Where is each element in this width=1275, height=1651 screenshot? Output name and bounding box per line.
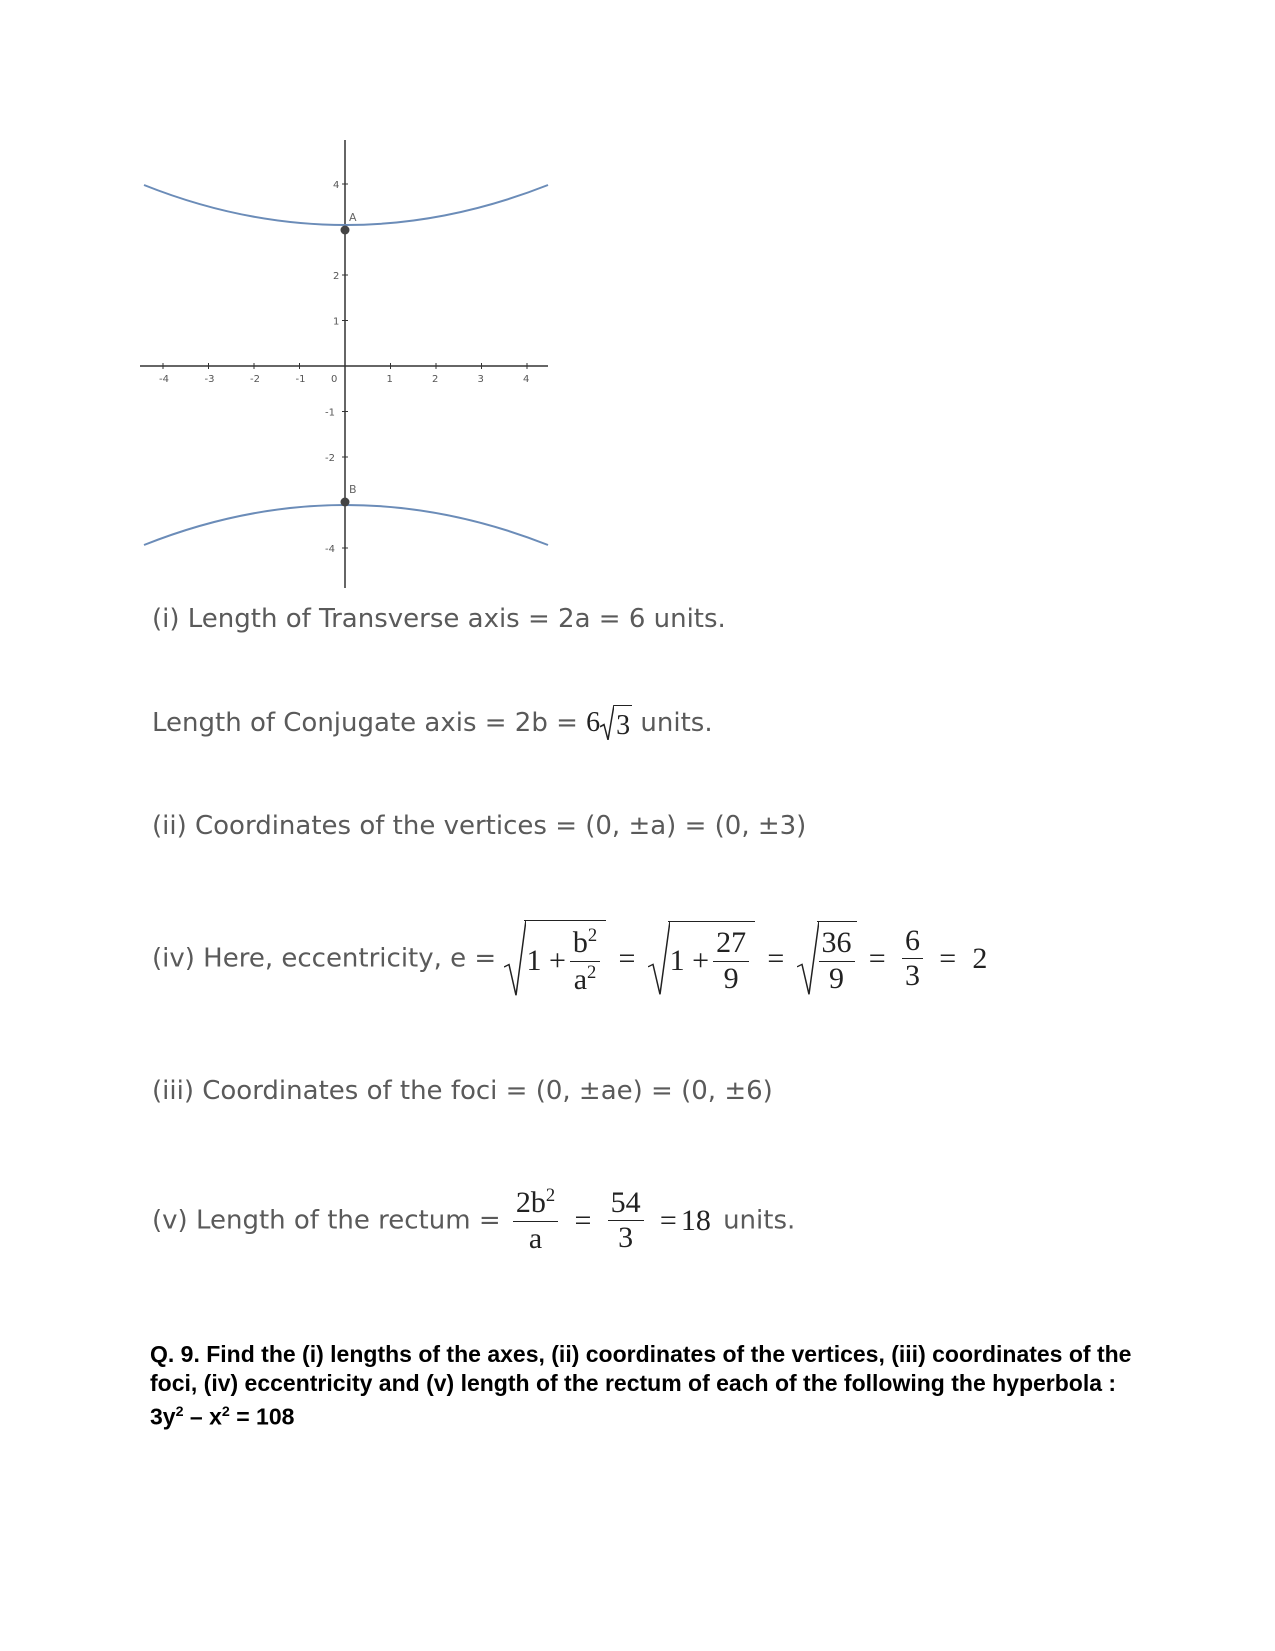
ecc-3: 3 — [904, 959, 920, 992]
ecc-one-plus: 1 + — [526, 944, 566, 977]
upper-branch — [144, 185, 548, 225]
conjugate-radicand: 3 — [614, 705, 632, 742]
y-tick-label: -1 — [325, 407, 335, 419]
conjugate-axis-suffix: units. — [632, 708, 713, 738]
eq-minus-x: – x — [183, 1403, 222, 1430]
conjugate-axis-prefix: Length of Conjugate axis = 2b = — [152, 708, 587, 738]
ecc-b: b — [572, 926, 588, 959]
rectum-eq-1: = — [574, 1203, 592, 1237]
x-tick-label: 1 — [386, 374, 393, 385]
ecc-sqrt-2 — [648, 921, 755, 996]
x-tick-label: 0 — [331, 374, 338, 385]
rectum-18: 18 — [680, 1203, 711, 1237]
ecc-b-sq: 2 — [587, 925, 598, 946]
lower-branch — [144, 505, 548, 545]
rectum-suffix: units. — [714, 1205, 796, 1236]
question-block — [150, 1340, 1160, 1432]
eq-2: = — [767, 941, 785, 975]
rectum-3: 3 — [618, 1221, 634, 1254]
vertex-a-point — [341, 226, 350, 235]
ecc-sqrt-1 — [504, 920, 606, 997]
x-tick-label: -3 — [204, 374, 215, 385]
question-equation — [150, 1398, 1160, 1432]
ecc-9: 9 — [723, 961, 739, 995]
x-tick-label: 4 — [523, 374, 530, 385]
vertices-text: (ii) Coordinates of the vertices = (0, ±a) = (0, ±3) — [152, 811, 807, 841]
conjugate-sqrt — [600, 705, 632, 742]
question-text: Q. 9. Find the (i) lengths of the axes, (ii) coordinates of the vertices, (iii) coordinates of the foci, (iv) eccentricity and (v) length of the rectum of each of the following the hyperbola : — [150, 1341, 1132, 1396]
transverse-axis-line — [152, 604, 726, 634]
eq-rest: = 108 — [229, 1403, 295, 1430]
rectum-line — [152, 1185, 795, 1256]
vertex-a-label: A — [349, 211, 357, 224]
foci-text: (iii) Coordinates of the foci = (0, ±ae) = (0, ±6) — [152, 1076, 773, 1106]
ecc-9b: 9 — [829, 961, 845, 995]
ecc-sqrt-3 — [797, 921, 857, 996]
rectum-sq: 2 — [545, 1185, 556, 1206]
transverse-axis-text: (i) Length of Transverse axis = 2a = 6 units. — [152, 604, 726, 634]
ecc-36: 36 — [819, 926, 855, 962]
rectum-54: 54 — [608, 1186, 644, 1222]
eq-x-sq: 2 — [221, 1404, 230, 1420]
rectum-a: a — [528, 1221, 543, 1255]
ecc-one-plus-2: 1 + — [669, 944, 710, 977]
ecc-a-sq: 2 — [587, 961, 597, 983]
rectum-prefix: (v) Length of the rectum = — [152, 1205, 509, 1236]
conjugate-coefficient: 6 — [586, 707, 601, 738]
y-tick-label: 4 — [333, 180, 340, 191]
eq-1: = — [618, 941, 636, 975]
eccentricity-line — [152, 920, 991, 997]
eq-3y: 3y — [150, 1403, 176, 1430]
ecc-result: 2 — [972, 941, 988, 975]
rectum-2b: 2b — [515, 1186, 546, 1219]
y-tick-label: 2 — [333, 271, 340, 282]
ecc-27: 27 — [713, 926, 749, 962]
vertices-line — [152, 811, 806, 841]
x-tick-label: 2 — [432, 374, 439, 385]
y-tick-label: -2 — [325, 453, 335, 464]
eq-4: = — [939, 941, 957, 975]
conjugate-axis-line — [152, 705, 713, 742]
ecc-a: a — [573, 962, 588, 996]
ecc-6: 6 — [902, 924, 923, 960]
vertex-b-point — [341, 498, 350, 507]
rectum-eq-2: = — [659, 1203, 677, 1237]
eq-3: = — [868, 941, 886, 975]
x-tick-label: 3 — [477, 374, 484, 385]
eccentricity-prefix: (iv) Here, eccentricity, e = — [152, 943, 505, 974]
x-tick-label: -4 — [159, 374, 169, 385]
y-tick-label: -4 — [325, 544, 335, 555]
hyperbola-graph — [140, 135, 580, 620]
eq-y-sq: 2 — [175, 1404, 184, 1420]
y-tick-label: 1 — [333, 316, 340, 328]
x-tick-label: -1 — [295, 374, 306, 385]
vertex-b-label: B — [349, 483, 357, 496]
x-tick-label: -2 — [250, 374, 260, 385]
foci-line — [152, 1076, 773, 1106]
